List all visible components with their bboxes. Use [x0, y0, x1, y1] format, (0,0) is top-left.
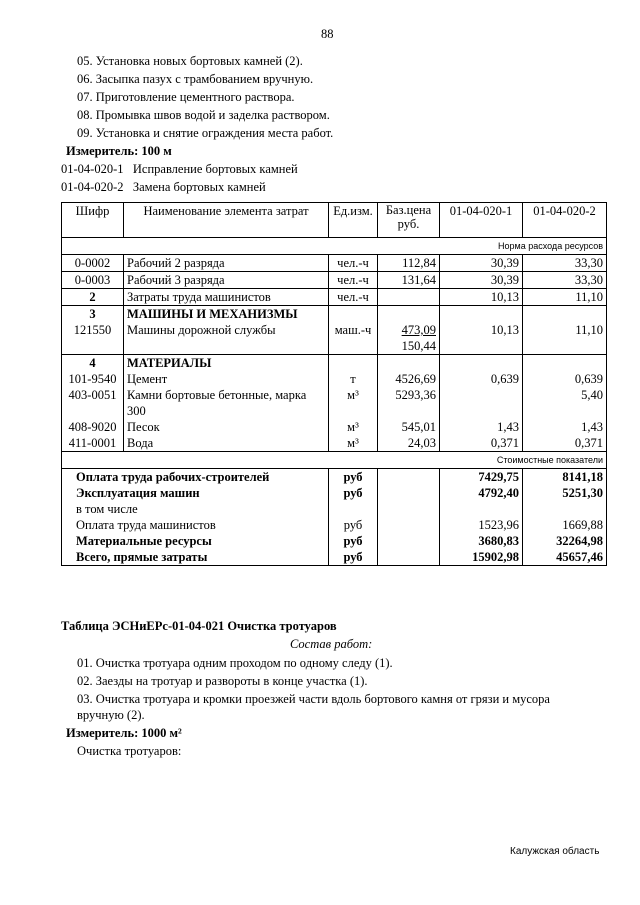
cell-name: Машины дорожной службы: [124, 322, 329, 355]
cell-value: 11,10: [523, 322, 607, 355]
cell-unit: чел.-ч: [329, 255, 378, 272]
work-step: 05. Установка новых бортовых камней (2).: [77, 54, 303, 68]
table-row: [62, 435, 607, 452]
cost-value: 5251,30: [523, 485, 607, 501]
cost-unit: руб: [329, 485, 378, 501]
cost-name: Материальные ресурсы: [62, 533, 329, 549]
cell-unit: чел.-ч: [329, 272, 378, 289]
table-row: [62, 419, 607, 435]
norms-table: [61, 202, 607, 566]
table-title: Таблица ЭСНиЕРс-01-04-021 Очистка тротуаров: [61, 619, 337, 633]
work-step: 07. Приготовление цементного раствора.: [77, 90, 295, 104]
cell-unit: маш.-ч: [329, 322, 378, 355]
cell-value: 0,639: [440, 371, 523, 387]
cost-value: 1669,88: [523, 517, 607, 533]
section-title: МАШИНЫ И МЕХАНИЗМЫ: [124, 306, 329, 323]
cell-price: 5293,36: [378, 387, 440, 419]
cell-name: Затраты труда машинистов: [124, 289, 329, 306]
cell-price: 131,64: [378, 272, 440, 289]
section-note: Стоимостные показатели: [62, 452, 607, 469]
cost-value: 32264,98: [523, 533, 607, 549]
cost-unit: руб: [329, 517, 378, 533]
cell-code: 408-9020: [62, 419, 124, 435]
column-header: Баз.цена руб.: [378, 203, 440, 238]
section-row: [62, 355, 607, 372]
cost-name: Оплата труда машинистов: [62, 517, 329, 533]
cost-value: 45657,46: [523, 549, 607, 566]
code-line: [61, 162, 298, 177]
code-line: [61, 180, 266, 195]
cell-code: 0-0002: [62, 255, 124, 272]
cell-name: Вода: [124, 435, 329, 452]
work-step: 02. Заезды на тротуар и развороты в конце участка (1).: [77, 674, 368, 688]
table-row: [62, 255, 607, 272]
work-step: 03. Очистка тротуара и кромки проезжей части вдоль бортового камня от грязи и мусора: [77, 692, 550, 706]
cell-price: 112,84: [378, 255, 440, 272]
cell-value: 10,13: [440, 322, 523, 355]
measure-unit: Измеритель: 1000 м²: [66, 726, 182, 740]
cost-row: [62, 469, 607, 486]
page-number: 88: [321, 27, 334, 41]
subtitle: Очистка тротуаров:: [77, 744, 182, 758]
cell-value: 33,30: [523, 255, 607, 272]
cost-row: [62, 533, 607, 549]
column-header: 01-04-020-2: [523, 203, 607, 238]
cost-value: 15902,98: [440, 549, 523, 566]
cell-price: 4526,69: [378, 371, 440, 387]
price-value: 473,09: [401, 323, 436, 337]
cell-code: 403-0051: [62, 387, 124, 419]
cell-code: 3: [62, 306, 124, 323]
cell-price: 545,01: [378, 419, 440, 435]
cell-code: 121550: [62, 322, 124, 355]
cell-code: 0-0003: [62, 272, 124, 289]
code: 01-04-020-2: [61, 180, 124, 194]
work-step: 09. Установка и снятие ограждения места работ.: [77, 126, 334, 140]
cost-unit: руб: [329, 533, 378, 549]
table-header-row: [62, 203, 607, 238]
cell-code: 411-0001: [62, 435, 124, 452]
cell-value: 30,39: [440, 255, 523, 272]
cell-unit: т: [329, 371, 378, 387]
cell-price: 24,03: [378, 435, 440, 452]
cost-unit: руб: [329, 549, 378, 566]
cell-code: 4: [62, 355, 124, 372]
section-note-row: [62, 238, 607, 255]
cost-row: [62, 501, 607, 517]
cell-unit: м³: [329, 387, 378, 419]
cell-value: 5,40: [523, 387, 607, 419]
cell-name: Камни бортовые бетонные, марка 300: [124, 387, 329, 419]
column-header: Наименование элемента затрат: [124, 203, 329, 238]
composition-label: Состав работ:: [290, 637, 373, 651]
cell-unit: чел.-ч: [329, 289, 378, 306]
cell-price: [378, 289, 440, 306]
column-header: Ед.изм.: [329, 203, 378, 238]
cost-name: Всего, прямые затраты: [62, 549, 329, 566]
cost-unit: руб: [329, 469, 378, 486]
cost-row: [62, 549, 607, 566]
cost-value: 1523,96: [440, 517, 523, 533]
cell-value: 33,30: [523, 272, 607, 289]
code: 01-04-020-1: [61, 162, 124, 176]
table-row: [62, 387, 607, 419]
cost-value: 3680,83: [440, 533, 523, 549]
work-step: вручную (2).: [77, 708, 145, 722]
section-row: [62, 306, 607, 323]
price-value-secondary: 150,44: [401, 339, 436, 353]
cost-value: 8141,18: [523, 469, 607, 486]
cost-name: Эксплуатация машин: [62, 485, 329, 501]
code-name: Исправление бортовых камней: [132, 162, 298, 176]
cell-unit: м³: [329, 435, 378, 452]
table-row: [62, 322, 607, 355]
section-title: МАТЕРИАЛЫ: [124, 355, 329, 372]
footer-region: Калужская область: [510, 846, 600, 857]
work-step: 01. Очистка тротуара одним проходом по одному следу (1).: [77, 656, 393, 670]
work-step: 06. Засыпка пазух с трамбованием вручную.: [77, 72, 314, 86]
cell-value: 0,639: [523, 371, 607, 387]
cell-value: [440, 387, 523, 419]
cell-unit: м³: [329, 419, 378, 435]
cell-name: Рабочий 3 разряда: [124, 272, 329, 289]
cost-name: Оплата труда рабочих-строителей: [62, 469, 329, 486]
section-note-row: [62, 452, 607, 469]
cost-name: в том числе: [62, 501, 329, 517]
measure-unit: Измеритель: 100 м: [66, 144, 172, 158]
cell-name: Цемент: [124, 371, 329, 387]
cost-row: [62, 517, 607, 533]
section-note: Норма расхода ресурсов: [62, 238, 607, 255]
cost-value: 4792,40: [440, 485, 523, 501]
code-name: Замена бортовых камней: [132, 180, 266, 194]
cell-code: 101-9540: [62, 371, 124, 387]
cell-value: 10,13: [440, 289, 523, 306]
cost-value: 7429,75: [440, 469, 523, 486]
cell-value: 1,43: [523, 419, 607, 435]
table-row: [62, 371, 607, 387]
column-header: 01-04-020-1: [440, 203, 523, 238]
cell-value: 0,371: [440, 435, 523, 452]
cell-value: 11,10: [523, 289, 607, 306]
column-header: Шифр: [62, 203, 124, 238]
cell-code: 2: [62, 289, 124, 306]
table-row: [62, 289, 607, 306]
cell-name: Рабочий 2 разряда: [124, 255, 329, 272]
table-row: [62, 272, 607, 289]
cost-row: [62, 485, 607, 501]
work-step: 08. Промывка швов водой и заделка раствором.: [77, 108, 330, 122]
cell-value: 0,371: [523, 435, 607, 452]
cell-value: 1,43: [440, 419, 523, 435]
cell-name: Песок: [124, 419, 329, 435]
cell-value: 30,39: [440, 272, 523, 289]
cell-price: [378, 322, 440, 355]
